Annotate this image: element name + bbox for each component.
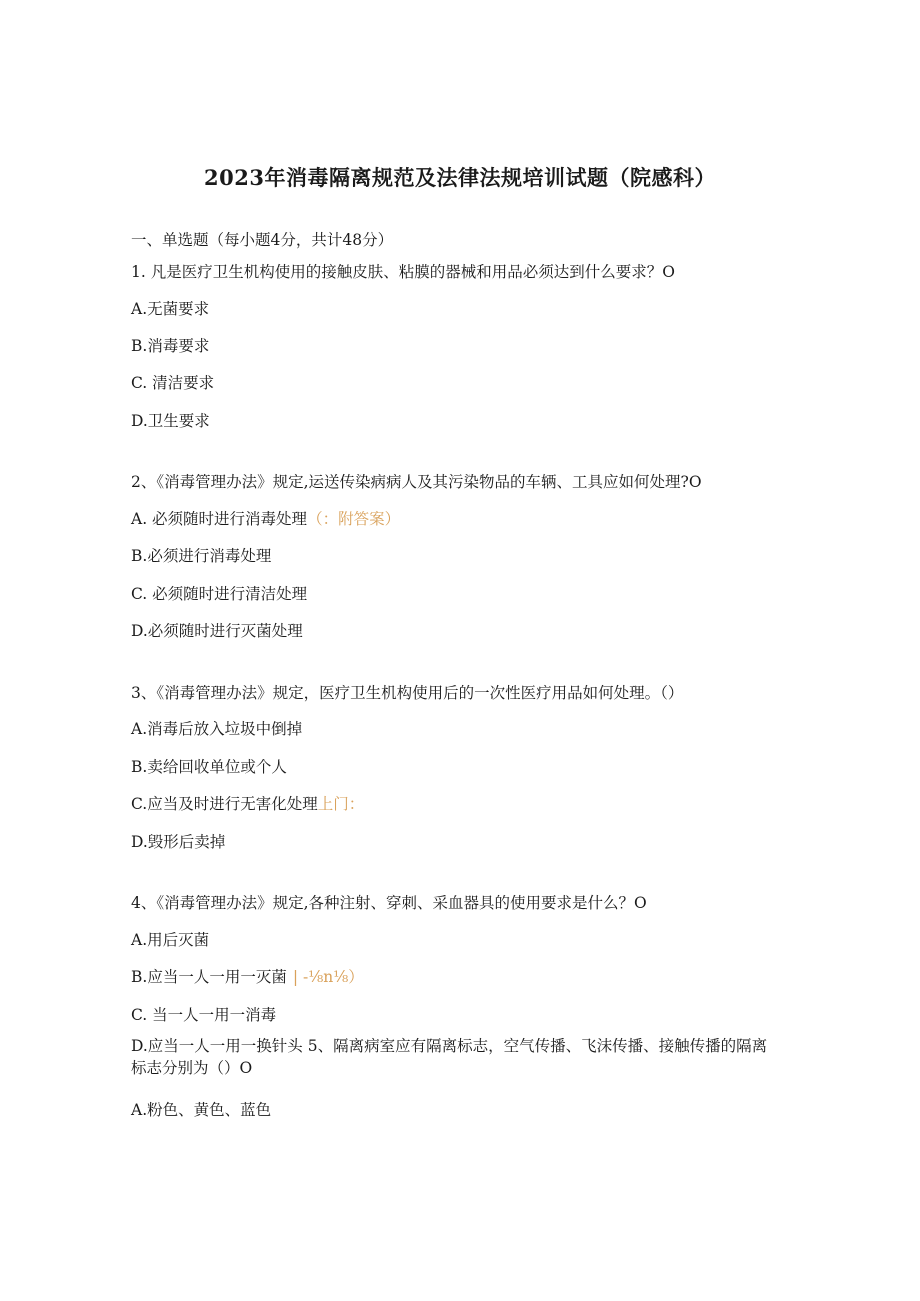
answer-note: 上门： (317, 795, 365, 813)
question-2-option-a (131, 509, 400, 529)
question-4-option-b-text: B.应当一人一用一灭菌 (131, 968, 287, 986)
question-2-option-c: C. 必须随时进行清洁处理 (131, 585, 308, 603)
question-5-option-a: A.粉色、黄色、蓝色 (131, 1101, 272, 1119)
answer-note: （：附答案） (307, 510, 401, 528)
question-4-stem: 4、《消毒管理办法》规定,各种注射、穿刺、采血器具的使用要求是什么？O (131, 894, 647, 912)
question-4-option-c: C. 当一人一用一消毒 (131, 1006, 277, 1024)
question-2-option-a-text: A. 必须随时进行消毒处理 (131, 510, 308, 528)
section-header: 一、单选题（每小题4分，共计48分） (131, 231, 394, 249)
question-2-stem: 2、《消毒管理办法》规定,运送传染病病人及其污染物品的车辆、工具应如何处理?O (131, 473, 702, 491)
question-1-option-c: C. 清洁要求 (131, 374, 215, 392)
question-3-option-c (131, 794, 364, 814)
question-4-option-b (131, 967, 364, 987)
question-4-option-a: A.用后灭菌 (131, 931, 210, 949)
question-4-option-d-and-question-5-stem: D.应当一人一用一换针头 5、隔离病室应有隔离标志，空气传播、飞沫传播、接触传播的隔离标志分别为（）O (131, 1037, 768, 1077)
question-3-option-d: D.毁形后卖掉 (131, 833, 226, 851)
document-title: 2023年消毒隔离规范及法律法规培训试题（院感科） (204, 165, 716, 190)
question-3-stem: 3、《消毒管理办法》规定，医疗卫生机构使用后的一次性医疗用品如何处理。（） (131, 684, 684, 702)
answer-note: | -⅛n⅛） (292, 968, 364, 986)
question-3-option-c-text: C.应当及时进行无害化处理 (131, 795, 318, 813)
question-1-stem: 1. 凡是医疗卫生机构使用的接触皮肤、粘膜的器械和用品必须达到什么要求？O (131, 263, 675, 281)
question-2-option-d: D.必须随时进行灭菌处理 (131, 622, 303, 640)
question-3-option-a: A.消毒后放入垃圾中倒掉 (131, 720, 303, 738)
question-2-option-b: B.必须进行消毒处理 (131, 547, 272, 565)
question-1-option-a: A.无菌要求 (131, 300, 210, 318)
question-1-option-b: B.消毒要求 (131, 337, 210, 355)
question-1-option-d: D.卫生要求 (131, 412, 210, 430)
question-3-option-b: B.卖给回收单位或个人 (131, 758, 287, 776)
